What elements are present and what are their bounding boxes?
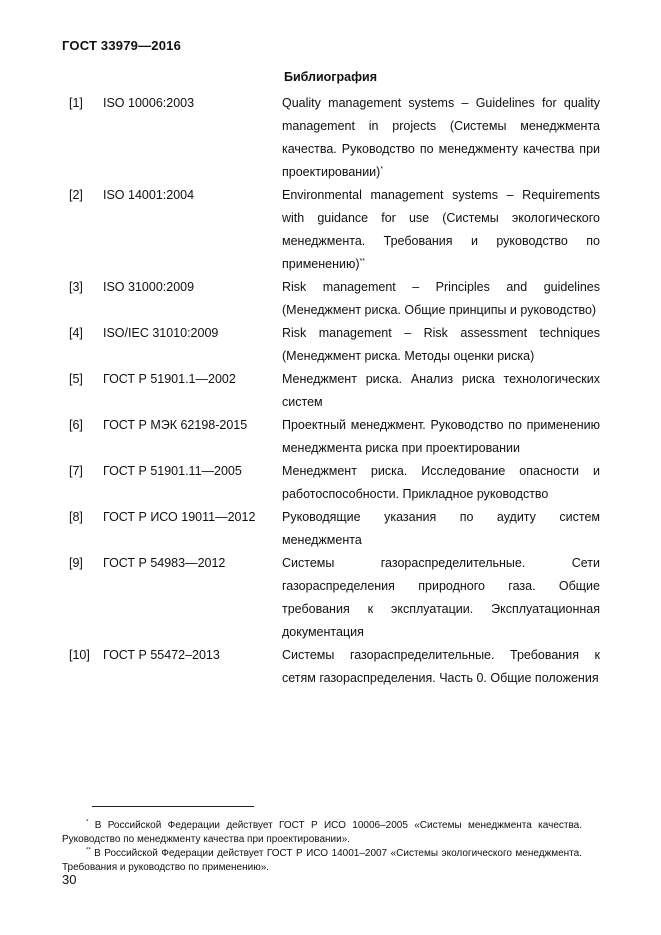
bibliography-title	[0, 70, 661, 84]
entry-number: [4]	[69, 326, 83, 340]
entry-description	[282, 322, 600, 368]
entry-code: ГОСТ Р 51901.1—2002	[103, 372, 236, 386]
entry-number: [1]	[69, 96, 83, 110]
footnote-marker: **	[359, 257, 365, 265]
bibliography-entry	[62, 552, 602, 644]
entry-code: ГОСТ Р 51901.11—2005	[103, 464, 242, 478]
entry-code: ISO 10006:2003	[103, 96, 195, 110]
bibliography-entry	[62, 460, 602, 506]
bibliography-entry	[62, 644, 602, 690]
entry-description	[282, 368, 600, 414]
entry-number: [8]	[69, 510, 83, 524]
footnote-text: В Российской Федерации действует ГОСТ Р ИСО 14001–2007 «Системы экологического менеджмента. Требования и руководство по применению».	[62, 848, 583, 873]
entry-code: ГОСТ Р 54983—2012	[103, 556, 226, 570]
entry-code: ГОСТ Р ИСО 19011—2012	[103, 510, 256, 524]
entry-code: ГОСТ Р МЭК 62198-2015	[103, 418, 248, 432]
entry-description	[282, 276, 600, 322]
entry-description-text: Руководящие указания по аудиту систем менеджмента	[282, 510, 600, 547]
page-number: 30	[62, 872, 77, 887]
standard-header: ГОСТ 33979—2016	[62, 38, 181, 53]
bibliography-list	[62, 92, 602, 690]
bibliography-title-text: Библиография	[283, 70, 378, 84]
entry-description	[282, 552, 600, 644]
bibliography-entry	[62, 276, 602, 322]
bibliography-entry	[62, 506, 602, 552]
footnotes	[62, 819, 582, 875]
entry-description	[282, 414, 600, 460]
entry-description	[282, 460, 600, 506]
entry-description	[282, 92, 600, 184]
footnote-mark: **	[86, 847, 91, 854]
entry-code: ISO 14001:2004	[103, 188, 195, 202]
entry-description-text: Менеджмент риска. Исследование опасности и работоспособности. Прикладное руководство	[282, 464, 600, 501]
entry-code: ISO/IEC 31010:2009	[103, 326, 219, 340]
entry-description	[282, 644, 600, 690]
bibliography-entry	[62, 322, 602, 368]
entry-number: [6]	[69, 418, 83, 432]
entry-number: [9]	[69, 556, 83, 570]
entry-number: [2]	[69, 188, 83, 202]
entry-description-text: Environmental management systems – Requirements with guidance for use (Системы экологического менеджмента. Требования и руководство по применению)	[282, 188, 600, 271]
entry-code: ISO 31000:2009	[103, 280, 195, 294]
bibliography-entry	[62, 92, 602, 184]
footnote-marker: *	[380, 165, 384, 173]
bibliography-entry	[62, 184, 602, 276]
entry-code: ГОСТ Р 55472–2013	[103, 648, 220, 662]
entry-description-text: Менеджмент риска. Анализ риска технологических систем	[282, 372, 600, 409]
footnote-mark: *	[86, 819, 89, 826]
entry-description	[282, 184, 600, 276]
footnote	[62, 819, 582, 847]
footnote-divider	[92, 806, 254, 807]
entry-number: [5]	[69, 372, 83, 386]
entry-description-text: Системы газораспределительные. Сети газораспределения природного газа. Общие требования к эксплуатации. Эксплуатационная документация	[282, 556, 600, 639]
entry-number: [7]	[69, 464, 83, 478]
entry-description-text: Risk management – Principles and guidelines (Менеджмент риска. Общие принципы и руководство)	[282, 280, 600, 317]
entry-description-text: Системы газораспределительные. Требования к сетям газораспределения. Часть 0. Общие положения	[282, 648, 600, 685]
entry-description	[282, 506, 600, 552]
entry-number: [10]	[69, 648, 90, 662]
bibliography-entry	[62, 368, 602, 414]
entry-description-text: Проектный менеджмент. Руководство по применению менеджмента риска при проектировании	[282, 418, 600, 455]
footnote	[62, 847, 582, 875]
entry-description-text: Risk management – Risk assessment techniques (Менеджмент риска. Методы оценки риска)	[282, 326, 600, 363]
entry-number: [3]	[69, 280, 83, 294]
bibliography-entry	[62, 414, 602, 460]
entry-description-text: Quality management systems – Guidelines for quality management in projects (Системы менеджмента качества. Руководство по менеджменту качества при проектировании)	[282, 96, 600, 179]
footnote-text: В Российской Федерации действует ГОСТ Р ИСО 10006–2005 «Системы менеджмента качества. Руководство по менеджменту качества при проектировании».	[62, 820, 582, 845]
